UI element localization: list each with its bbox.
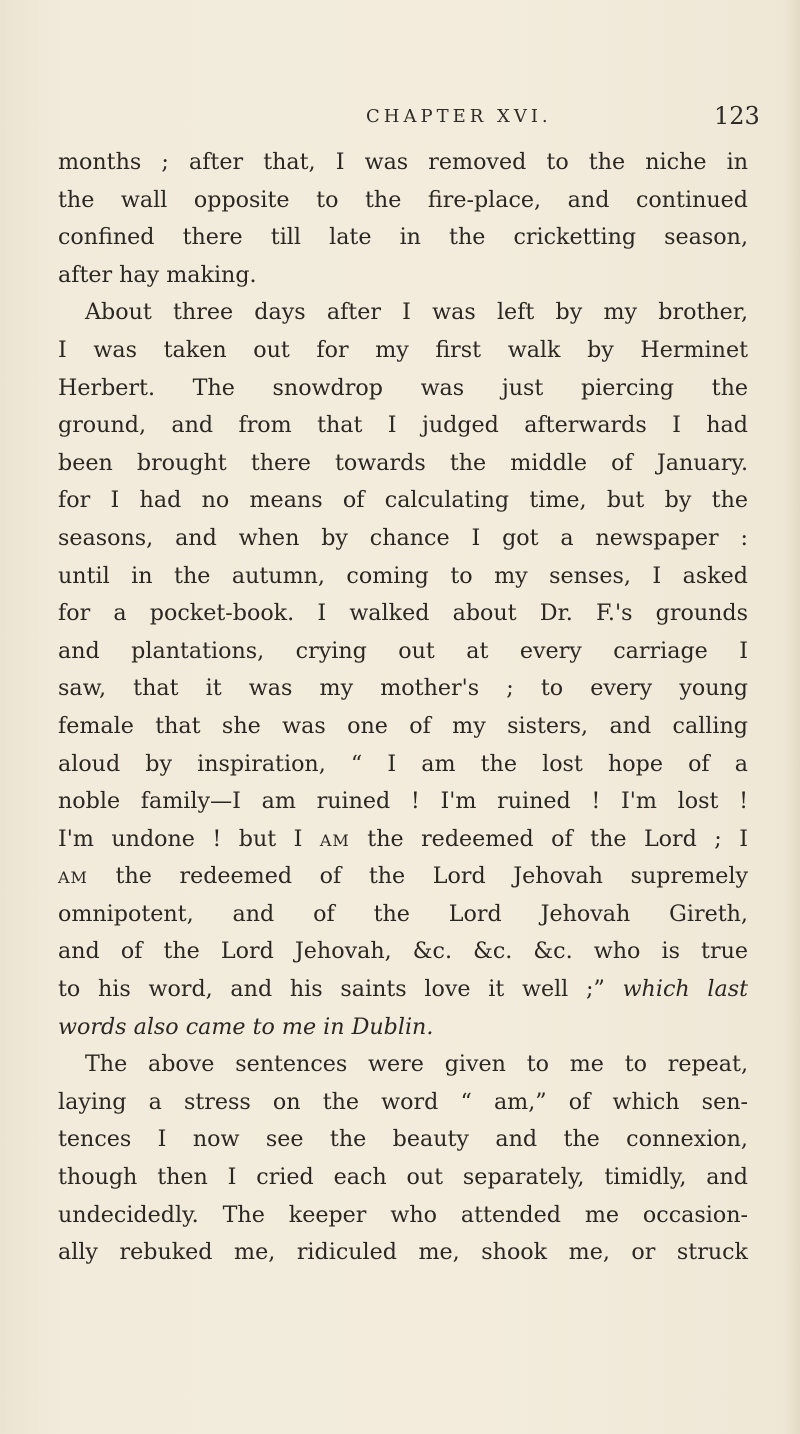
text-line: been brought there towards the middle of January.: [58, 449, 748, 476]
text-segment: to his word, and his saints love it well ;”: [58, 976, 605, 1003]
body-text: [58, 144, 748, 1272]
italic-text: which last: [622, 976, 749, 1003]
text-line: laying a stress on the word “ am,” of which sen-: [58, 1088, 748, 1115]
text-segment: I'm undone ! but I: [58, 825, 303, 852]
text-line: [58, 971, 748, 1009]
text-line: the wall opposite to the fire-place, and continued: [58, 186, 748, 213]
text-line: I was taken out for my first walk by Herminet: [58, 336, 748, 363]
text-line: [58, 821, 748, 859]
text-segment: the redeemed of the Lord ; I: [367, 825, 749, 852]
text-line: seasons, and when by chance I got a newspaper :: [58, 524, 748, 551]
text-line: About three days after I was left by my brother,: [85, 299, 748, 326]
text-line: tences I now see the beauty and the connexion,: [58, 1126, 748, 1153]
page-edge-shadow: [784, 0, 800, 1434]
text-line: though then I cried each out separately, timidly, and: [58, 1164, 748, 1191]
text-line: [58, 858, 748, 896]
small-caps-word: AM: [319, 830, 350, 850]
text-line: until in the autumn, coming to my senses, I asked: [58, 562, 748, 589]
text-line: after hay making.: [58, 261, 257, 288]
text-line: female that she was one of my sisters, and calling: [58, 712, 748, 739]
text-line: The above sentences were given to me to repeat,: [85, 1051, 748, 1078]
text-line: ally rebuked me, ridiculed me, shook me, or struck: [58, 1239, 748, 1266]
text-segment: the redeemed of the Lord Jehovah supremely: [115, 863, 748, 890]
text-line: ground, and from that I judged afterwards I had: [58, 412, 748, 439]
text-line: for a pocket-book. I walked about Dr. F.'s grounds: [58, 600, 748, 627]
text-line: for I had no means of calculating time, but by the: [58, 487, 748, 514]
text-line: and plantations, crying out at every carriage I: [58, 637, 748, 664]
small-caps-word: AM: [58, 868, 88, 888]
text-line: aloud by inspiration, “ I am the lost hope of a: [58, 750, 748, 777]
text-line: and of the Lord Jehovah, &c. &c. &c. who is true: [58, 938, 748, 965]
text-line: Herbert. The snowdrop was just piercing the: [58, 374, 748, 401]
text-line: undecidedly. The keeper who attended me occasion-: [58, 1201, 748, 1228]
text-line: omnipotent, and of the Lord Jehovah Gireth,: [58, 900, 748, 927]
chapter-heading: CHAPTER XVI.: [366, 106, 552, 127]
italic-text-line: words also came to me in Dublin.: [58, 1013, 434, 1040]
text-line: months ; after that, I was removed to the niche in: [58, 149, 748, 175]
text-line: noble family—I am ruined ! I'm ruined ! I'm lost !: [58, 788, 748, 815]
running-head: [0, 102, 800, 136]
page-number: 123: [714, 102, 760, 130]
text-line: confined there till late in the cricketting season,: [58, 224, 748, 251]
text-line: saw, that it was my mother's ; to every young: [58, 675, 748, 702]
